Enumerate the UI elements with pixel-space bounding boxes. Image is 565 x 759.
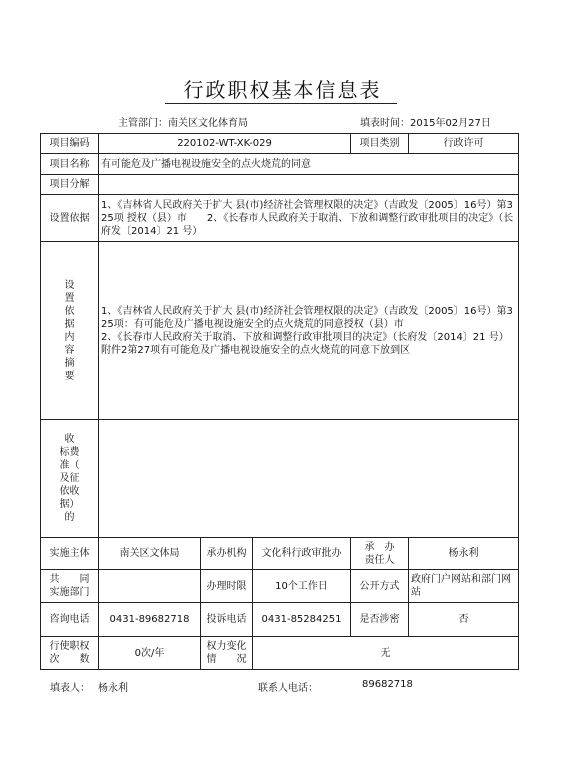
basis-value: 1、《吉林省人民政府关于扩大 县(市)经济社会管理权限的决定》（吉政发〔2005〕16号）第325项 授权（县）市 2、《长春市人民政府关于取消、下放和调整行政审批项目的决定》（长府发〔2014〕21 号） [99,195,519,242]
handling-org-value: 文化科行政审批办 [253,538,351,570]
secret-value: 否 [409,603,519,637]
contact-label: 联系人电话： [258,683,318,694]
basis-content-value [99,242,519,420]
row-basis [41,195,519,242]
row-phone [41,603,519,637]
item-category-value: 行政许可 [409,134,519,154]
title-underline [165,103,397,104]
fee-label: 收 标费 准（ 及征 依收 据） 的 [41,420,99,538]
joint-dept-value [99,570,201,603]
publicity-value: 政府门户网站和部门网站 [409,570,519,603]
complaint-phone-value: 0431-85284251 [253,603,351,637]
impl-subject-value: 南关区文体局 [99,538,201,570]
dept-meta: 主管部门：南关区文化体育局 [118,118,248,129]
filler-label: 填表人： [50,683,90,694]
fee-value [99,420,519,538]
impl-subject-label: 实施主体 [41,538,99,570]
responsible-value: 杨永利 [409,538,519,570]
item-code-label: 项目编码 [41,134,99,154]
fill-time-meta: 填表时间：2015年02月27日 [360,118,491,129]
change-label: 权力变化 情 况 [201,637,253,670]
handling-org-label: 承办机构 [201,538,253,570]
row-item-name [41,154,519,175]
row-joint [41,570,519,603]
info-table [40,133,519,670]
consult-phone-value: 0431-89682718 [99,603,201,637]
time-limit-value: 10个工作日 [253,570,351,603]
item-breakdown-label: 项目分解 [41,175,99,195]
row-basis-content [41,242,519,420]
item-name-value: 有可能危及广播电视设施安全的点火烧荒的同意 [99,154,519,175]
exercise-label: 行使职权 次 数 [41,637,99,670]
basis-content-paragraph-1: 1、《吉林省人民政府关于扩大 县(市)经济社会管理权限的决定》（吉政发〔2005〕16号）第325项：有可能危及广播电视设施安全的点火烧荒的同意授权（县）市 [101,305,513,330]
row-fee [41,420,519,538]
row-exercise [41,637,519,670]
item-name-label: 项目名称 [41,154,99,175]
basis-label: 设置依据 [41,195,99,242]
time-limit-label: 办理时限 [201,570,253,603]
basis-content-label: 设 置 依 据 内 容 摘 要 [41,242,99,420]
responsible-label: 承 办 责任人 [351,538,409,570]
contact-value: 89682718 [362,679,413,690]
item-code-value: 220102-WT-XK-029 [99,134,351,154]
item-category-label: 项目类别 [351,134,409,154]
row-item-code [41,134,519,154]
item-breakdown-value [99,175,519,195]
document-title: 行政职权基本信息表 [183,78,382,102]
row-subject [41,538,519,570]
exercise-value: 0次/年 [99,637,201,670]
row-item-breakdown [41,175,519,195]
secret-label: 是否涉密 [351,603,409,637]
consult-phone-label: 咨询电话 [41,603,99,637]
filler-value: 杨永利 [98,683,128,694]
change-value: 无 [253,637,519,670]
publicity-label: 公开方式 [351,570,409,603]
basis-content-paragraph-2: 2、《长春市人民政府关于取消、下放和调整行政审批项目的决定》（长府发〔2014〕21 号）附件2第27项有可能危及广播电视设施安全的点火烧荒的同意下放到区 [101,331,509,356]
complaint-phone-label: 投诉电话 [201,603,253,637]
joint-dept-label: 共 同 实施部门 [41,570,99,603]
